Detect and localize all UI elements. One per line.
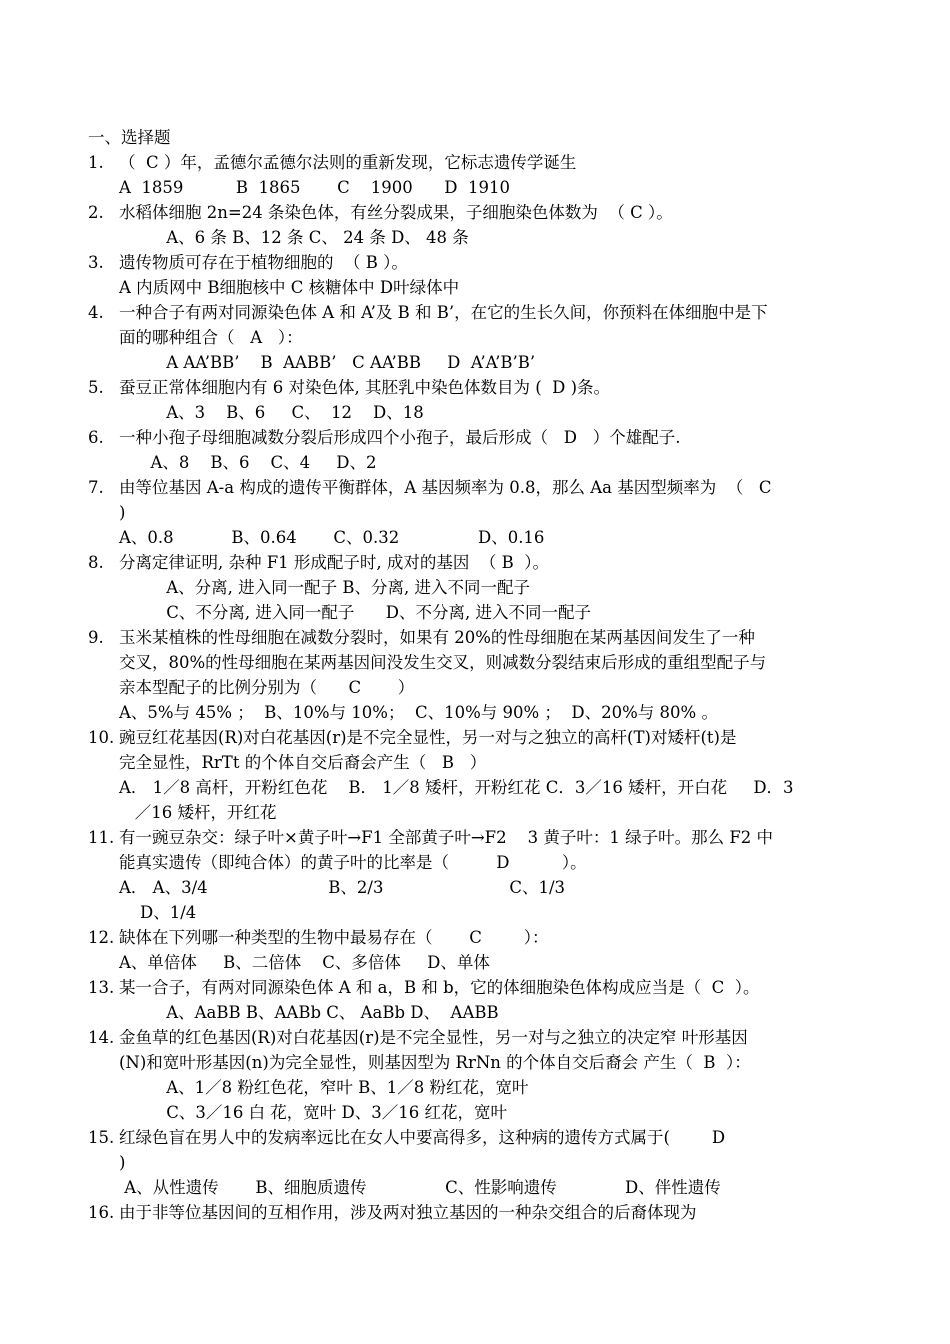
question-line — [88, 150, 576, 175]
question-number: 6. — [88, 428, 104, 447]
question-continuation — [119, 575, 530, 600]
line-text: 分离定律证明, 杂种 F1 形成配子时, 成对的基因 （ B ）。 — [119, 553, 550, 572]
section-title: 一、选择题 — [88, 128, 171, 147]
line-text: 由等位基因 A-a 构成的遗传平衡群体，A 基因频率为 0.8，那么 Aa 基因型频率为 （ C — [119, 478, 772, 497]
question-continuation — [119, 1100, 507, 1125]
question-continuation — [119, 175, 510, 200]
line-text: A、1／8 粉红色花，窄叶 B、1／8 粉红花，宽叶 — [119, 1078, 529, 1097]
question-continuation — [119, 875, 565, 900]
line-text: 蚕豆正常体细胞内有 6 对染色体, 其胚乳中染色体数目为 ( D )条。 — [119, 378, 611, 397]
line-text: 遗传物质可存在于植物细胞的 （ B ）。 — [119, 253, 408, 272]
question-number: 11. — [88, 828, 115, 847]
line-text: A AA’BB’ B AABB’ C AA’BB D A’A’B’B’ — [119, 353, 536, 372]
line-text: C、3／16 白 花，宽叶 D、3／16 红花，宽叶 — [119, 1103, 508, 1122]
line-text: A、从性遗传 B、细胞质遗传 C、性影响遗传 D、伴性遗传 — [119, 1178, 721, 1197]
line-text: 能真实遗传（即纯合体）的黄子叶的比率是（ D ）。 — [119, 853, 587, 872]
question-continuation — [119, 1175, 721, 1200]
question-line — [88, 550, 549, 575]
line-text: （ C ）年，孟德尔孟德尔法则的重新发现，它标志遗传学诞生 — [119, 153, 577, 172]
line-text: A． A、3/4 B、2/3 C、1/3 — [119, 878, 565, 897]
line-text: A、3 B、6 C、 12 D、18 — [119, 403, 424, 422]
question-continuation — [119, 900, 196, 925]
question-number: 4. — [88, 303, 104, 322]
line-text: A、AaBB B、AABb C、 AaBb D、 AABB — [119, 1003, 499, 1022]
line-text: 缺体在下列哪一种类型的生物中最易存在（ C ）： — [119, 928, 549, 947]
line-text: 金鱼草的红色基因(R)对白花基因(r)是不完全显性，另一对与之独立的决定窄 叶形基因 — [119, 1028, 748, 1047]
question-continuation — [119, 650, 766, 675]
question-continuation — [119, 525, 544, 550]
question-line — [88, 1025, 748, 1050]
question-continuation — [119, 700, 718, 725]
question-continuation — [119, 675, 414, 700]
question-number: 1. — [88, 153, 104, 172]
line-text: A、分离, 进入同一配子 B、分离, 进入不同一配子 — [119, 578, 530, 597]
line-text: 豌豆红花基因(R)对白花基因(r)是不完全显性，另一对与之独立的高杆(T)对矮杆(t)是 — [119, 728, 737, 747]
question-continuation — [119, 275, 459, 300]
question-continuation — [119, 775, 794, 800]
question-line — [88, 250, 408, 275]
question-continuation — [119, 325, 303, 350]
question-line — [88, 725, 736, 750]
line-text: A、单倍体 B、二倍体 C、多倍体 D、单体 — [119, 953, 490, 972]
line-text: 玉米某植株的性母细胞在减数分裂时，如果有 20%的性母细胞在某两基因间发生了一种 — [119, 628, 755, 647]
question-continuation — [119, 950, 490, 975]
line-text: C、不分离, 进入同一配子 D、不分离, 进入不同一配子 — [119, 603, 592, 622]
question-number: 16. — [88, 1203, 115, 1222]
line-text: ) — [119, 503, 126, 522]
line-text: A、8 B、6 C、4 D、2 — [119, 453, 377, 472]
line-text: 有一豌豆杂交：绿子叶×黄子叶→F1 全部黄子叶→F2 3 黄子叶：1 绿子叶。那么 F2 中 — [119, 828, 774, 847]
question-number: 5. — [88, 378, 104, 397]
question-continuation — [119, 350, 535, 375]
line-text: A 1859 B 1865 C 1900 D 1910 — [119, 178, 510, 197]
line-text: ／16 矮杆，开红花 — [119, 803, 277, 822]
question-continuation — [119, 600, 591, 625]
question-line — [88, 300, 768, 325]
question-number: 8. — [88, 553, 104, 572]
question-number: 15. — [88, 1128, 115, 1147]
line-text: 某一合子，有两对同源染色体 A 和 a，B 和 b，它的体细胞染色体构成应当是（ C ）。 — [119, 978, 760, 997]
question-line — [88, 425, 680, 450]
question-number: 3. — [88, 253, 104, 272]
question-number: 9. — [88, 628, 104, 647]
line-text: 面的哪种组合（ A ）： — [119, 328, 303, 347]
question-number: 2. — [88, 203, 104, 222]
question-line — [88, 1125, 725, 1150]
line-text: 一种小孢子母细胞减数分裂后形成四个小孢子，最后形成（ D ）个雄配子. — [119, 428, 681, 447]
question-line — [88, 975, 760, 1000]
question-continuation — [119, 500, 125, 525]
line-text: 水稻体细胞 2n=24 条染色体，有丝分裂成果，子细胞染色体数为 （ C ）。 — [119, 203, 673, 222]
question-continuation — [119, 850, 587, 875]
question-line — [88, 625, 755, 650]
line-text: ) — [119, 1153, 126, 1172]
line-text: 一种合子有两对同源染色体 A 和 A’及 B 和 B’，在它的生长久间，你预料在体细胞中是下 — [119, 303, 768, 322]
line-text: A 内质网中 B细胞核中 C 核糖体中 D叶绿体中 — [119, 278, 460, 297]
question-continuation — [119, 750, 486, 775]
question-continuation — [119, 1075, 528, 1100]
line-text: A、0.8 B、0.64 C、0.32 D、0.16 — [119, 528, 545, 547]
line-text: 亲本型配子的比例分别为（ C ） — [119, 678, 415, 697]
question-continuation — [119, 450, 377, 475]
question-line — [88, 475, 772, 500]
question-continuation — [119, 1000, 499, 1025]
question-number: 13. — [88, 978, 115, 997]
question-number: 14. — [88, 1028, 115, 1047]
question-line — [88, 925, 549, 950]
question-number: 10. — [88, 728, 115, 747]
line-text: 由于非等位基因间的互相作用，涉及两对独立基因的一种杂交组合的后裔体现为 — [119, 1203, 697, 1222]
line-text: 红绿色盲在男人中的发病率远比在女人中要高得多，这种病的遗传方式属于( D — [119, 1128, 726, 1147]
line-text: 交叉，80%的性母细胞在某两基因间没发生交叉，则减数分裂结束后形成的重组型配子与 — [119, 653, 767, 672]
question-continuation — [119, 225, 469, 250]
question-line — [88, 825, 773, 850]
line-text: 完全显性，RrTt 的个体自交后裔会产生（ B ） — [119, 753, 487, 772]
line-text: A、6 条 B、12 条 C、 24 条 D、 48 条 — [119, 228, 469, 247]
line-text: D、1/4 — [119, 903, 197, 922]
question-number: 7. — [88, 478, 104, 497]
question-continuation — [119, 1050, 751, 1075]
question-continuation — [119, 400, 424, 425]
question-line — [88, 200, 673, 225]
question-number: 12. — [88, 928, 115, 947]
line-text: A． 1／8 高杆，开粉红色花 B． 1／8 矮杆，开粉红花 C．3／16 矮杆，开白花 D．3 — [119, 778, 794, 797]
question-line — [88, 1200, 697, 1225]
question-continuation — [119, 800, 276, 825]
question-line — [88, 375, 610, 400]
line-text: A、5%与 45% ； B、10%与 10%； C、10%与 90% ； D、20%与 80% 。 — [119, 703, 718, 722]
question-continuation — [119, 1150, 125, 1175]
line-text: (N)和宽叶形基因(n)为完全显性，则基因型为 RrNn 的个体自交后裔会 产生（ B ）： — [119, 1053, 751, 1072]
